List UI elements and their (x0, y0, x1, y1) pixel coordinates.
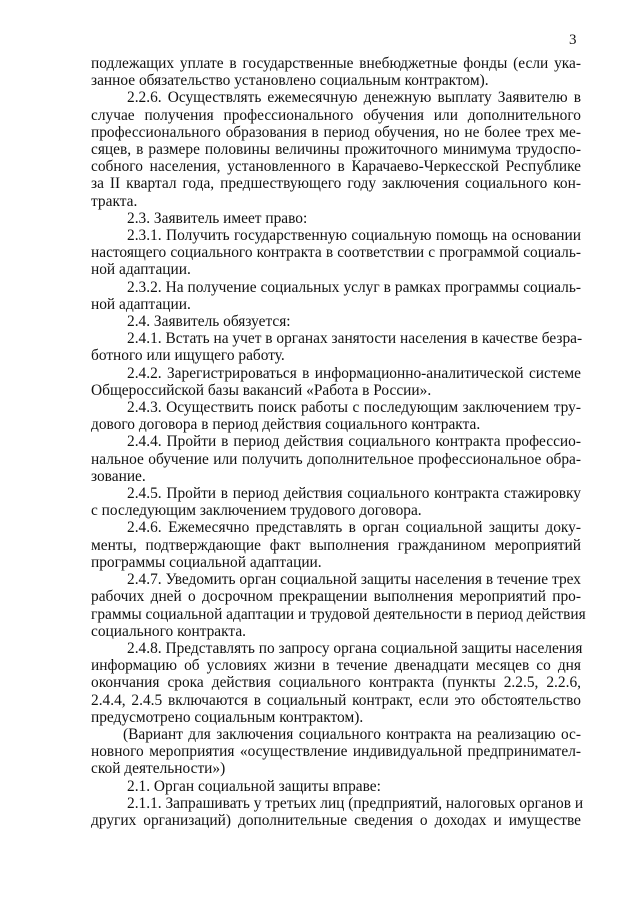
text-line: социального контракта. (91, 622, 247, 640)
text-line: 2.4.2. Зарегистрироваться в информационно-аналитической системе (127, 364, 581, 382)
text-line: зование. (91, 467, 146, 485)
text-line: рабочих дней о досрочном прекращении выполнения мероприятий про- (91, 588, 581, 606)
paragraph-2-1 (91, 778, 581, 795)
paragraph-2-4-1 (91, 330, 581, 364)
paragraph-2-4 (91, 313, 581, 330)
text-line: новного мероприятия «осуществление индивидуальной предпринимател- (91, 743, 581, 761)
text-line: ной адаптации. (91, 295, 191, 313)
text-line: дового договора в период действия социального контракта. (91, 416, 481, 434)
text-line: профессионального образования в период обучения, но не более трех ме- (91, 123, 581, 141)
text-line: 2.4. Заявитель обязуется: (127, 313, 291, 331)
text-line: собного населения, установленного в Карачаево-Черкесской Республике (91, 158, 581, 176)
text-line: 2.4.4. Пройти в период действия социального контракта профессио- (127, 433, 581, 451)
paragraph-2-4-8 (91, 640, 581, 726)
text-line: случае получения профессионального обучения или дополнительного (91, 106, 581, 124)
text-line: 2.4.4, 2.4.5 включаются в социальный контракт, если это обстоятельство (91, 691, 581, 709)
paragraph-2-3-1 (91, 227, 581, 279)
text-line: 2.4.3. Осуществить поиск работы с последующим заключением тру- (127, 399, 581, 417)
text-line: за II квартал года, предшествующего году заключения социального кон- (91, 175, 581, 193)
text-line: 2.3.2. На получение социальных услуг в рамках программы социаль- (127, 278, 581, 296)
text-line: 2.4.7. Уведомить орган социальной защиты населения в течение трех (127, 571, 581, 589)
paragraph-2-3-2 (91, 279, 581, 313)
text-line: 2.2.6. Осуществлять ежемесячную денежную выплату Заявителю в (127, 89, 581, 107)
text-line: настоящего социального контракта в соответствии с программой социаль- (91, 244, 581, 262)
text-line: 2.3.1. Получить государственную социальную помощь на основании (127, 227, 581, 245)
text-line: менты, подтверждающие факт выполнения гражданином мероприятий (91, 536, 581, 554)
text-line: нальное обучение или получить дополнительное профессиональное обра- (91, 450, 581, 468)
paragraph-2-4-4 (91, 433, 581, 485)
paragraph-2-4-7 (91, 571, 586, 640)
page-number: 3 (569, 32, 577, 48)
text-line: (Вариант для заключения социального контракта на реализацию ос- (123, 725, 581, 743)
text-line: информацию об условиях жизни в течение двенадцати месяцев со дня (91, 657, 581, 675)
text-line: Общероссийской базы вакансий «Работа в России». (91, 381, 432, 399)
paragraph-2-2-6 (91, 89, 581, 209)
paragraph-variant-note (91, 726, 581, 778)
text-line: ботного или ищущего работу. (91, 347, 285, 365)
paragraph-2-4-3 (91, 399, 581, 433)
text-line: 2.4.1. Встать на учет в органах занятости населения в качестве безра- (127, 330, 583, 348)
text-line: программы социальной адаптации. (91, 553, 322, 571)
text-line: занное обязательство установлено социальным контрактом). (91, 72, 489, 90)
text-line: с последующим заключением трудового договора. (91, 502, 422, 520)
paragraph-2-4-6 (91, 519, 581, 571)
document-body (91, 55, 586, 829)
paragraph-2-3 (91, 210, 581, 227)
text-line: 2.4.8. Представлять по запросу органа социальной защиты населения (127, 639, 583, 657)
text-line: сяцев, в размере половины величины прожиточного минимума трудоспо- (91, 141, 581, 159)
text-line: предусмотрено социальным контрактом). (91, 708, 364, 726)
text-line: граммы социальной адаптации и трудовой деятельности в период действия (91, 605, 586, 623)
text-line: окончания срока действия социального контракта (пункты 2.2.5, 2.2.6, (91, 674, 581, 692)
text-line: 2.1.1. Запрашивать у третьих лиц (предприятий, налоговых органов и (127, 794, 584, 812)
text-line: ской деятельности») (91, 760, 226, 778)
paragraph-2-4-2 (91, 365, 581, 399)
text-line: других организаций) дополнительные сведения о доходах и имуществе (91, 811, 581, 829)
paragraph-2-1-1 (91, 794, 584, 829)
text-line: 2.1. Орган социальной защиты вправе: (127, 777, 381, 795)
text-line: подлежащих уплате в государственные внебюджетные фонды (если ука- (91, 55, 581, 72)
text-line: тракта. (91, 192, 138, 210)
paragraph-2-4-5 (91, 485, 581, 519)
paragraph-2-2-5-continuation (91, 55, 581, 89)
text-line: 2.4.5. Пройти в период действия социального контракта стажировку (127, 485, 581, 503)
text-line: ной адаптации. (91, 261, 191, 279)
text-line: 2.4.6. Ежемесячно представлять в орган социальной защиты доку- (127, 519, 581, 537)
text-line: 2.3. Заявитель имеет право: (127, 209, 308, 227)
